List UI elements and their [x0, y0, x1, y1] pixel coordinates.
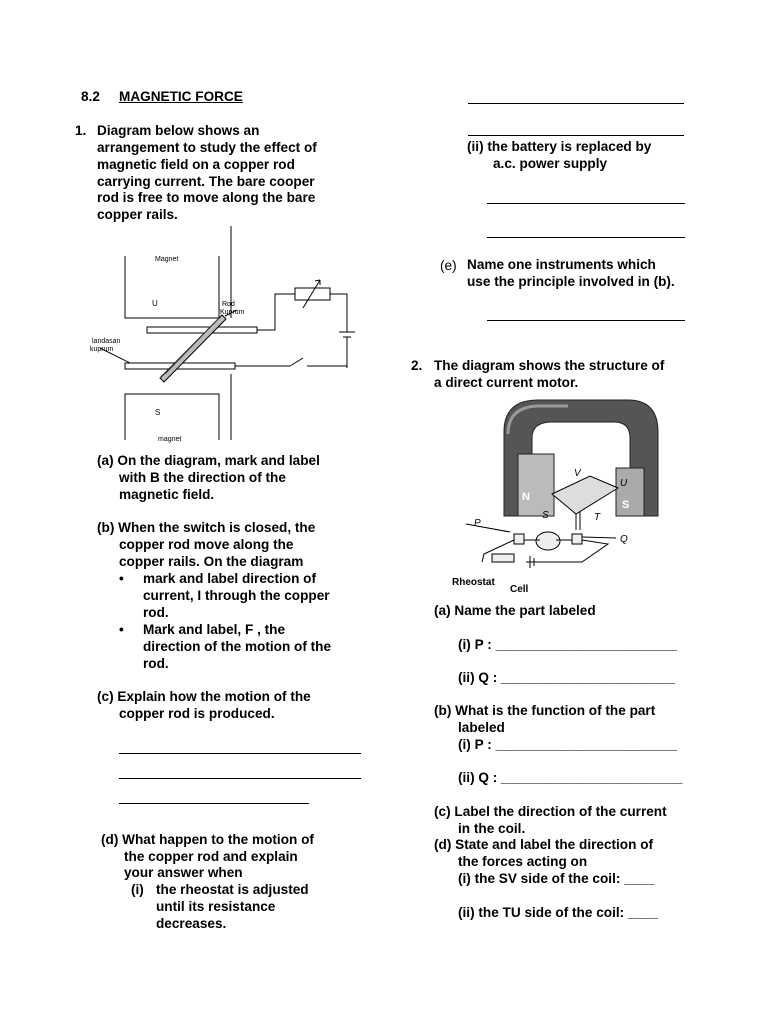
lower-magnet: [125, 394, 219, 440]
q2-number: 2.: [411, 358, 423, 373]
answer-line[interactable]: [468, 103, 684, 104]
q2a-i[interactable]: (i) P : ________________________: [458, 637, 677, 652]
q-label: Q: [620, 534, 628, 545]
cell-label: Cell: [510, 584, 529, 595]
rod-label-1: Rod: [222, 301, 235, 308]
magnet-top-label: Magnet: [155, 256, 179, 263]
rheostat: [295, 288, 330, 300]
upper-magnet: [125, 256, 219, 318]
q1-number: 1.: [75, 123, 87, 138]
q1b-bullet2-line: direction of the motion of the: [143, 639, 332, 654]
north-pole-face: [518, 454, 554, 516]
q2d-i[interactable]: (i) the SV side of the coil: ____: [458, 871, 655, 886]
q1-intro-line: Diagram below shows an: [97, 123, 260, 138]
q2c-line: in the coil.: [458, 821, 526, 836]
q1d-i-line: the rheostat is adjusted: [156, 882, 309, 897]
commutator: [536, 532, 560, 550]
s-pole-label: S: [622, 499, 630, 511]
q2a-ii[interactable]: (ii) Q : _______________________: [458, 670, 675, 685]
coil-t-label: T: [594, 512, 601, 523]
dc-motor-diagram: [448, 396, 708, 596]
coil: [552, 476, 618, 514]
q1d-i-line: until its resistance: [156, 899, 276, 914]
answer-line[interactable]: [487, 320, 685, 321]
q1c-line: copper rod is produced.: [119, 706, 275, 721]
magnet-rod-diagram: [85, 224, 385, 444]
magnet-bottom-label: magnet: [158, 436, 182, 443]
answer-line[interactable]: [487, 237, 685, 238]
rod-label-2: Kuprum: [220, 309, 245, 316]
bullet-icon: •: [119, 571, 124, 586]
q1-intro-line: rod is free to move along the bare: [97, 190, 316, 205]
q1d-line: the copper rod and explain: [124, 849, 298, 864]
q2b-line: labeled: [458, 720, 505, 735]
q1b-bullet2-line: Mark and label, F , the: [143, 622, 286, 637]
q1-intro-line: carrying current. The bare cooper: [97, 174, 315, 189]
q1d-line: your answer when: [124, 865, 243, 880]
rheostat-label: Rheostat: [452, 577, 495, 588]
answer-line[interactable]: [468, 135, 684, 136]
rheostat-symbol: [492, 554, 514, 562]
answer-line[interactable]: [119, 803, 309, 804]
q1e-label: (e): [440, 258, 457, 273]
q2a-heading: (a) Name the part labeled: [434, 603, 596, 618]
q1-intro-line: arrangement to study the effect of: [97, 140, 317, 155]
q1d-line: (d) What happen to the motion of: [101, 832, 314, 847]
q1e-line: Name one instruments which: [467, 257, 656, 272]
q2-intro-line: a direct current motor.: [434, 375, 579, 390]
q2b-i[interactable]: (i) P : ________________________: [458, 737, 677, 752]
answer-line[interactable]: [487, 203, 685, 204]
section-title: MAGNETIC FORCE: [119, 89, 243, 104]
q2-intro-line: The diagram shows the structure of: [434, 358, 665, 373]
q1b-bullet2-line: rod.: [143, 656, 169, 671]
answer-line[interactable]: [119, 778, 361, 779]
coil-v-label: V: [574, 468, 581, 479]
q1b-bullet1-line: rod.: [143, 605, 169, 620]
rail-label-2: kuprum: [90, 346, 114, 353]
rail-label-1: landasan: [92, 338, 121, 345]
q1a-line: magnetic field.: [119, 487, 215, 502]
q1d-ii-line: a.c. power supply: [493, 156, 608, 171]
q1b-line: (b) When the switch is closed, the: [97, 520, 316, 535]
q2d-line: the forces acting on: [458, 854, 588, 869]
pole-s-label: S: [155, 408, 161, 417]
q1d-i-label: (i): [131, 882, 144, 897]
q1b-bullet1-line: mark and label direction of: [143, 571, 316, 586]
pole-u-label: U: [152, 299, 158, 308]
bullet-icon: •: [119, 622, 124, 637]
switch: [290, 358, 303, 366]
q2d-ii[interactable]: (ii) the TU side of the coil: ____: [458, 905, 659, 920]
q2d-line: (d) State and label the direction of: [434, 837, 654, 852]
q1c-line: (c) Explain how the motion of the: [97, 689, 311, 704]
q1b-line: copper rod move along the: [119, 537, 294, 552]
q2c-line: (c) Label the direction of the current: [434, 804, 667, 819]
coil-u-label: U: [620, 478, 628, 489]
section-number: 8.2: [81, 89, 100, 104]
q2b-ii[interactable]: (ii) Q : ________________________: [458, 770, 683, 785]
q2b-line: (b) What is the function of the part: [434, 703, 656, 718]
q1-intro-line: copper rails.: [97, 207, 178, 222]
coil-s-label: S: [542, 510, 549, 521]
upper-rail: [147, 327, 257, 333]
q1-intro-line: magnetic field on a copper rod: [97, 157, 295, 172]
q1d-i-line: decreases.: [156, 916, 227, 931]
q1a-line: (a) On the diagram, mark and label: [97, 453, 320, 468]
answer-line[interactable]: [119, 753, 361, 754]
q1d-ii-line: (ii) the battery is replaced by: [467, 139, 652, 154]
q1b-line: copper rails. On the diagram: [119, 554, 304, 569]
p-label: P: [474, 518, 481, 529]
q1a-line: with B the direction of the: [119, 470, 286, 485]
q1b-bullet1-line: current, I through the copper: [143, 588, 330, 603]
south-pole-face: [616, 468, 644, 516]
q1e-line: use the principle involved in (b).: [467, 274, 675, 289]
n-pole-label: N: [522, 491, 530, 503]
